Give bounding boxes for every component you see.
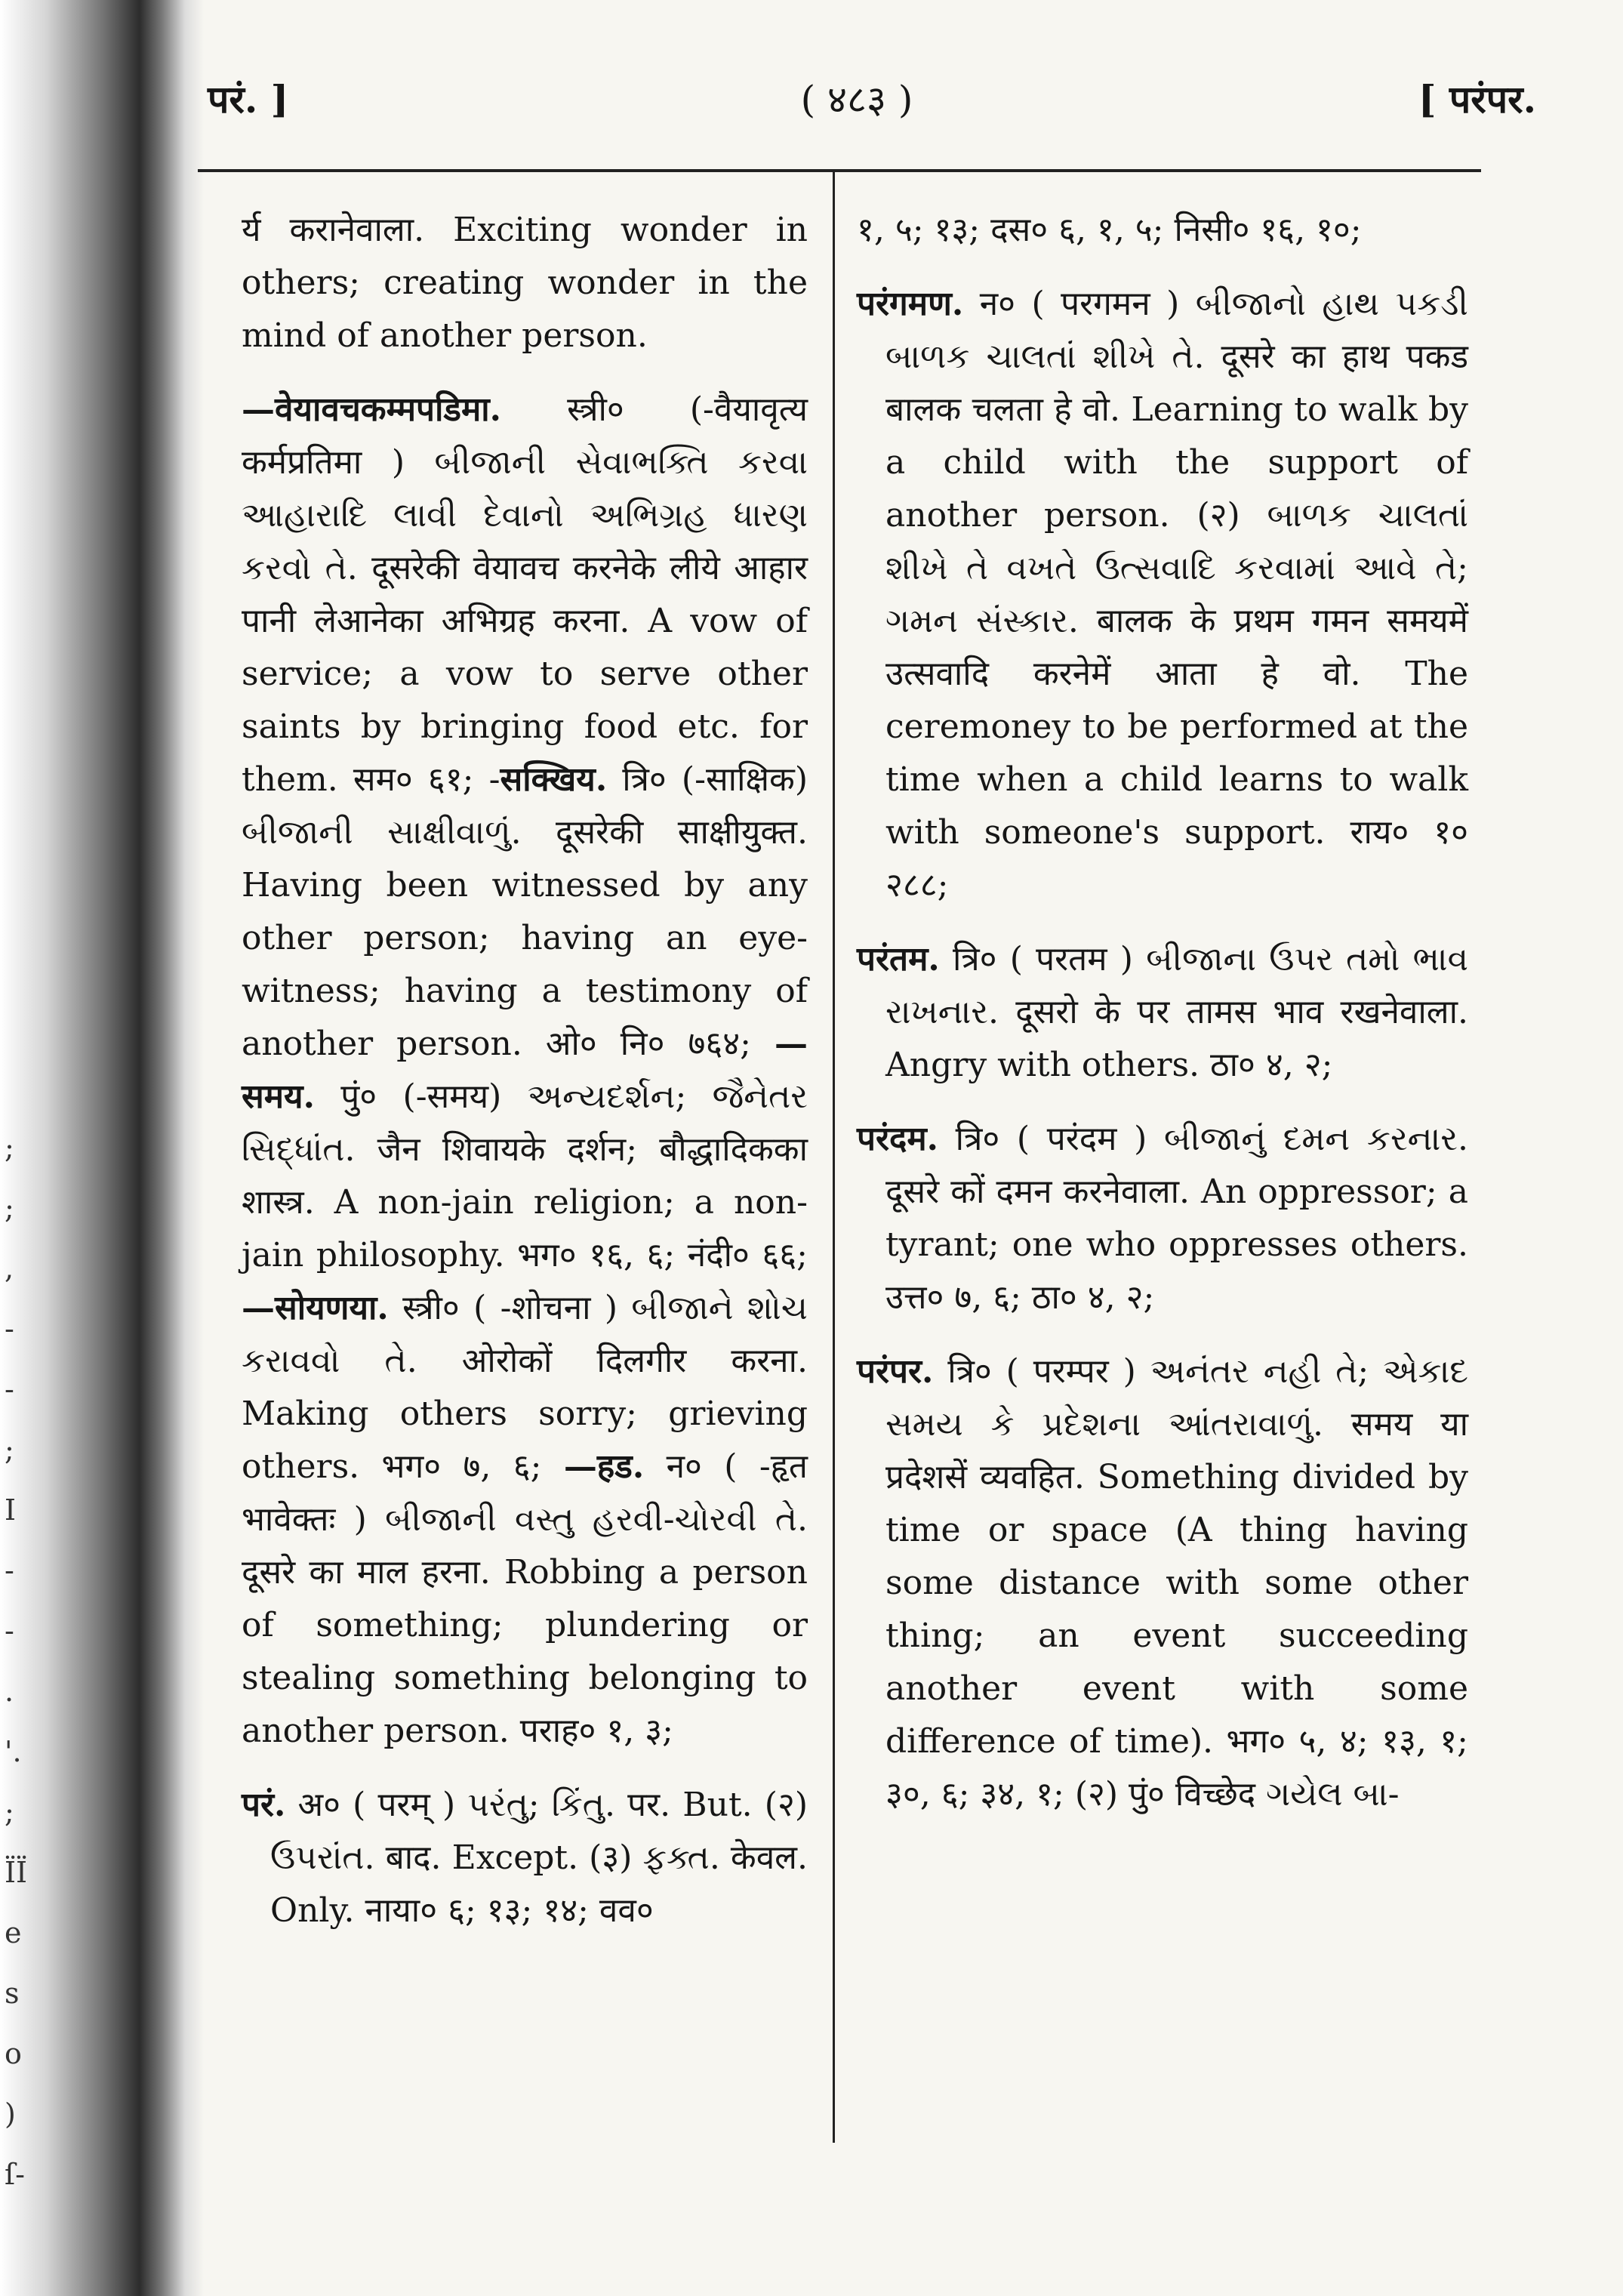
- sub-entry-headword: —सोयणया.: [242, 1289, 389, 1327]
- edge-mark: ;: [5, 1795, 14, 1829]
- entry-definition: न० ( परगमन ) બીજાનો હાથ પકડી બાળક ચાલતાં શીખે તે. दूसरे का हाथ पकड बालक चलता हे वो. Learning to walk by a child with the support of another person. (२) બાળક ચાલતાં શીખે તે વખતે ઉત્સવાદિ કરવામાં આવે તે; ગમન સંસ્કાર. बालक के प्रथम गमन समयमें उत्सवादि करनेमें आता हे वो. The ceremoney to be performed at the time when a child learns to walk with someone's support. राय० १० २८८;: [885, 285, 1468, 905]
- sub-entry-definition: स्त्री० (-वैयावृत्य कर्मप्रतिमा ) બીજાની સેવાભક્તિ કરવા આહારાદિ લાવી દેવાનો અભિગ્રહ ધારણ કરવો તે. दूसरेकी वेयावच करनेके लीये आहार पानी लेआनेका अभिग्रह करना. A vow of service; a vow to serve other saints by bringing food etc. for them. सम० ६१; -: [242, 390, 808, 799]
- edge-mark: I: [5, 1493, 17, 1527]
- right-column: [857, 204, 1468, 1842]
- sub-entry-headword: सक्खिय.: [500, 760, 608, 799]
- entry-definition: त्रि० ( परतम ) બીજાના ઉપર તમો ભાવ રાખનાર. दूसरो के पर तामस भाव रखनेवाला. Angry with others. ठा० ४, २;: [885, 940, 1468, 1084]
- edge-mark: .: [5, 1675, 14, 1708]
- edge-mark: ;: [5, 1131, 14, 1164]
- entry-headword: परंपर.: [857, 1352, 934, 1391]
- sub-entry-definition: स्त्री० ( -शोचना ) બીજાને શોચ કરાવવો તે. ओरोकों दिलगीर करना. Making others sorry; grieving others. भग० ७, ६;: [242, 1289, 808, 1486]
- entry-definition: त्रि० ( परंदम ) બીજાનું દમન કરનાર. दूसरे कों दमन करनेवाला. An oppressor; a tyrant; one who oppresses others. उत्त० ७, ६; ठा० ४, २;: [885, 1120, 1468, 1317]
- sub-entry-definition: त्रि० (-साक्षिक) બીજાની સાક્ષીવાળું. दूसरेकी साक्षीयुक्त. Having been witnessed by any other person; having an eye-witness; having a testimony of another person. ओ० नि० ७६४;: [242, 760, 808, 1063]
- entry-definition: त्रि० ( परम्पर ) અનંતર નહી તે; એકાદ સમય કે પ્રદેશના આંતરાવાળું. समय या प्रदेशसें व्यवहित. Something divided by time or space (A thing having some distance with some other thing; an event succeeding another event with some difference of time). भग० ५, ४; १३, १; ३०, ६; ३४, १; (२) पुं० विच्छेद ગયેલ બા-: [885, 1352, 1468, 1814]
- edge-mark: o: [5, 2037, 22, 2070]
- entry-headword: परंदम.: [857, 1120, 938, 1158]
- column-divider: [833, 171, 835, 2143]
- sub-entry-headword: —हड.: [563, 1447, 645, 1486]
- sub-entry-headword: —वेयावचकम्मपडिमा.: [242, 390, 501, 429]
- edge-mark: ,: [5, 1252, 14, 1285]
- running-head-right: [ परंपर.: [1418, 77, 1536, 122]
- sub-entry-definition: न० ( -हृत भावेक्तः ) બીજાની વસ્તુ હરવી-ચોરવી તે. दूसरे का माल हरना. Robbing a person of something; plundering or stealing something belonging to another person. पराह० १, ३;: [242, 1447, 808, 1750]
- edge-mark: e: [5, 1916, 22, 1949]
- page-number: ( ४८३ ): [800, 78, 913, 122]
- edge-mark: ;: [5, 1191, 14, 1225]
- edge-mark: ): [5, 2097, 16, 2131]
- sub-entry: [242, 384, 808, 1758]
- entry-headword: परं.: [242, 1786, 286, 1824]
- edge-mark: -: [5, 1373, 14, 1406]
- edge-mark: ÏÏ: [5, 1856, 28, 1889]
- edge-mark: -: [5, 1554, 14, 1587]
- dictionary-entry: [857, 278, 1468, 912]
- header-rule: [198, 169, 1481, 172]
- edge-mark: ſ-: [5, 2158, 25, 2191]
- edge-mark: '.: [5, 1735, 22, 1768]
- entry-headword: परंतम.: [857, 940, 940, 978]
- left-edge-marks: [5, 1117, 27, 2205]
- continuation-text: १, ५; १३; दस० ६, १, ५; निसी० १६, १०;: [857, 211, 1362, 249]
- dictionary-entry: [857, 1345, 1468, 1821]
- dictionary-entry: [857, 1113, 1468, 1324]
- entry-definition: अ० ( परम् ) પરંતુ; કિંતુ. पर. But. (२) ઉપરાંત. बाद. Except. (३) ફક્ત. केवल. Only. नाया० ६; १३; १४; वव०: [270, 1786, 808, 1930]
- edge-mark: ;: [5, 1433, 14, 1466]
- book-spine-shadow: [0, 0, 204, 2296]
- dictionary-entry: [242, 1779, 808, 1937]
- dictionary-entry: [857, 933, 1468, 1092]
- edge-mark: -: [5, 1312, 14, 1345]
- continuation-text: र्य करानेवाला. Exciting wonder in others; creating wonder in the mind of another person.: [242, 211, 808, 355]
- sub-entry-headword: —समय.: [242, 1025, 808, 1116]
- entry-headword: परंगमण.: [857, 285, 964, 323]
- sub-entry-definition: पुं० (-समय) અન્યદર્શન; જૈનેતર સિદ્ધાંત. जैन शिवायके दर्शन; बौद्धादिकका शास्त्र. A non-jain religion; a non-jain philosophy. भग० १६, ६; नंदी० ६६;: [242, 1077, 808, 1274]
- left-column: [242, 204, 808, 1959]
- running-head: [0, 72, 1623, 133]
- edge-mark: s: [5, 1977, 20, 2010]
- running-head-left: परं. ]: [208, 77, 289, 122]
- edge-mark: -: [5, 1614, 14, 1647]
